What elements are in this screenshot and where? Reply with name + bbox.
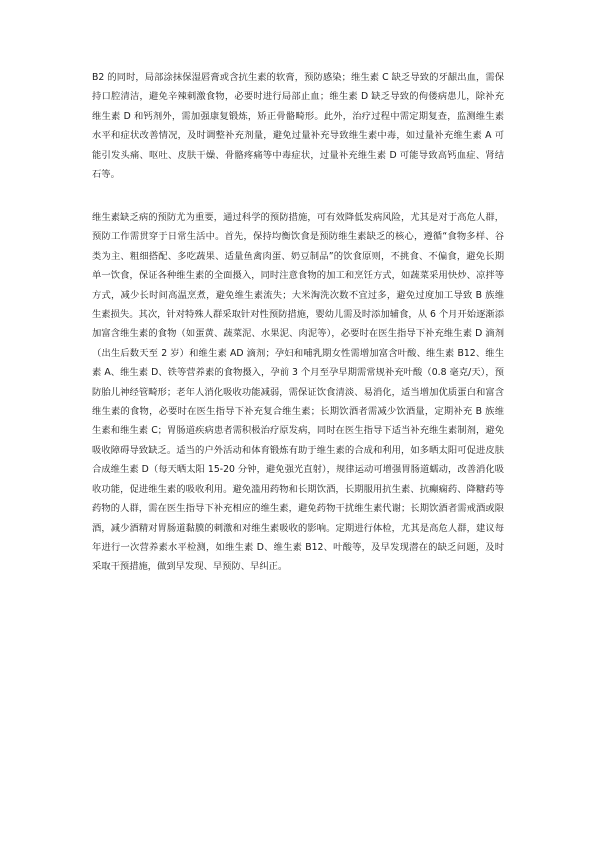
body-paragraph-treatment: B2 的同时，局部涂抹保湿唇膏或含抗生素的软膏，预防感染；维生素 C 缺乏导致的牙龈出血，需保持口腔清洁，避免辛辣刺激食物，必要时进行局部止血；维生素 D 缺乏导致的佝偻病患儿，除补充维生素 D 和钙剂外，需加强康复锻炼，矫正骨骼畸形。此外，治疗过程中需定期复查，监测维生素水平和症状改善情况，及时调整补充剂量，避免过量补充导致维生素中毒，如过量补充维生素 A 可能引发头痛、呕吐、皮肤干燥、骨骼疼痛等中毒症状，过量补充维生素 D 可能导致高钙血症、肾结石等。: [92, 72, 504, 181]
body-paragraph-prevention: 维生素缺乏病的预防尤为重要，通过科学的预防措施，可有效降低发病风险，尤其是对于高危人群，预防工作需贯穿于日常生活中。首先，保持均衡饮食是预防维生素缺乏的核心，遵循“食物多样、谷类为主、粗细搭配、多吃蔬果、适量鱼禽肉蛋、奶豆制品”的饮食原则，不挑食、不偏食，避免长期单一饮食，保证各种维生素的全面摄入，同时注意食物的加工和烹饪方式，如蔬菜采用快炒、凉拌等方式，减少长时间高温烹煮，避免维生素流失；大米淘洗次数不宜过多，避免过度加工导致 B 族维生素损失。其次，针对特殊人群采取针对性预防措施，婴幼儿需及时添加辅食，从 6 个月开始逐渐添加富含维生素的食物（如蛋黄、蔬菜泥、水果泥、肉泥等），必要时在医生指导下补充维生素 D 滴剂（出生后数天至 2 岁）和维生素 AD 滴剂；孕妇和哺乳期女性需增加富含叶酸、维生素 B12、维生素 A、维生素 D、铁等营养素的食物摄入，孕前 3 个月至孕早期需常规补充叶酸（0.8 毫克/天），预防胎儿神经管畸形；老年人消化吸收功能减弱，需保证饮食清淡、易消化，适当增加优质蛋白和富含维生素的食物，必要时在医生指导下补充复合维生素；长期饮酒者需减少饮酒量，定期补充 B 族维生素和维生素 C；胃肠道疾病患者需积极治疗原发病，同时在医生指导下适当补充维生素制剂，避免吸收障碍导致缺乏。适当的户外活动和体育锻炼有助于维生素的合成和利用，如多晒太阳可促进皮肤合成维生素 D（每天晒太阳 15-20 分钟，避免强光直射），规律运动可增强胃肠道蠕动，改善消化吸收功能，促进维生素的吸收利用。避免滥用药物和长期饮酒，长期服用抗生素、抗癫痫药、降糖药等药物的人群，需在医生指导下补充相应的维生素，避免药物干扰维生素代谢；长期饮酒者需戒酒或限酒，减少酒精对胃肠道黏膜的刺激和对维生素吸收的影响。定期进行体检，尤其是高危人群，建议每年进行一次营养素水平检测，如维生素 D、维生素 B12、叶酸等，及早发现潜在的缺乏问题，及时采取干预措施，做到早发现、早预防、早纠正。: [92, 212, 504, 573]
